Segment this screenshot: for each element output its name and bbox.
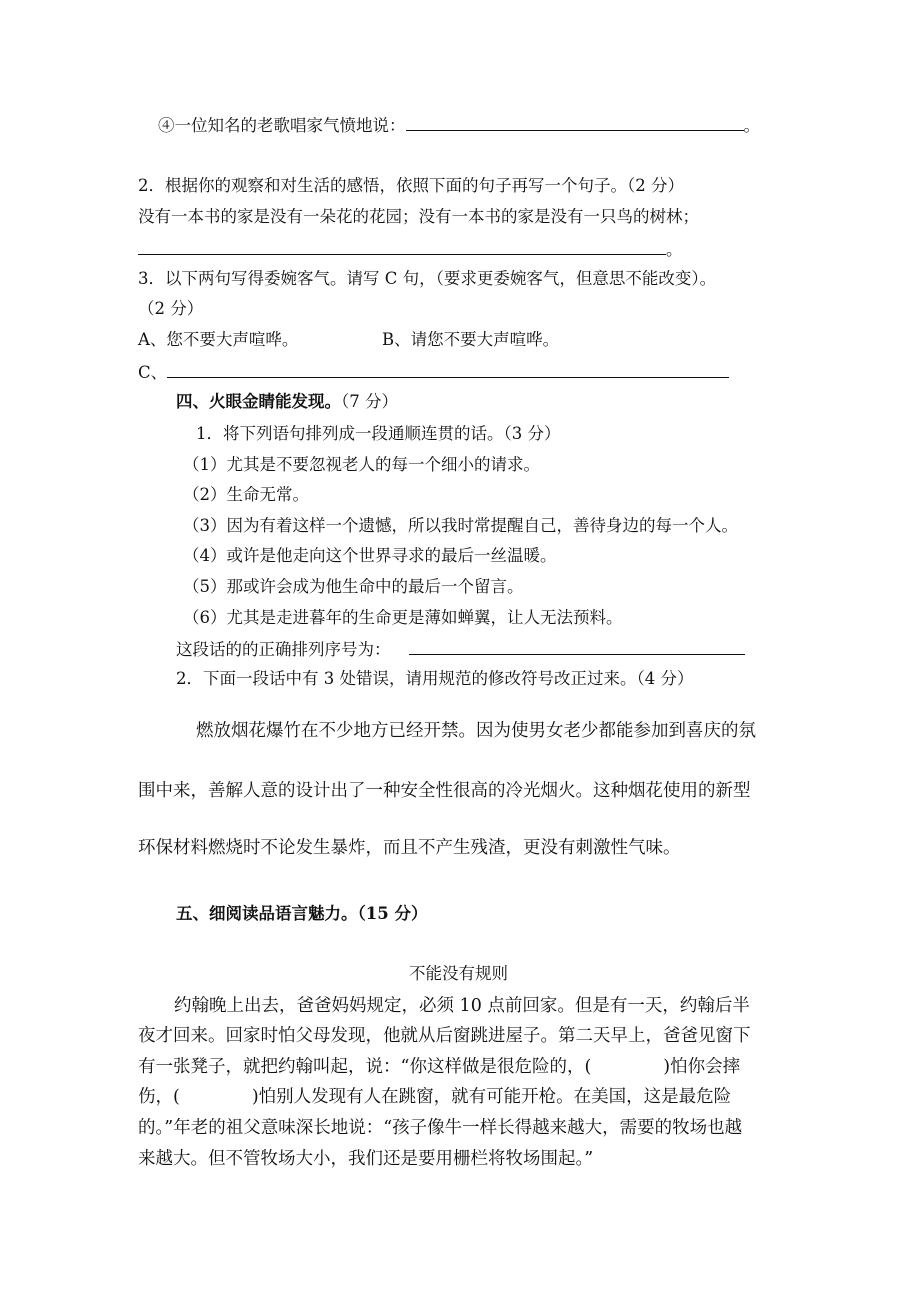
section4-q1-title: 1．将下列语句排列成一段通顺连贯的话。（3 分） bbox=[196, 424, 561, 443]
passage-line: 环保材料燃烧时不论发生暴炸，而且不产生残渣，更没有刺激性气味。 bbox=[138, 838, 681, 858]
q2-title: 2．根据你的观察和对生活的感悟，依照下面的句子再写一个句子。（2 分） bbox=[138, 176, 684, 195]
story-line-4 bbox=[138, 1086, 731, 1108]
story-line-3 bbox=[138, 1056, 740, 1078]
q3-option-c-blank[interactable] bbox=[167, 360, 729, 378]
story-line: 约翰晚上出去，爸爸妈妈规定，必须 10 点前回家。但是有一天，约翰后半 bbox=[174, 996, 750, 1016]
story-line-3-end: )怕你会摔 bbox=[663, 1057, 741, 1077]
order-answer-blank[interactable] bbox=[409, 637, 745, 655]
list-item: （4）或许是他走向这个世界寻求的最后一丝温暖。 bbox=[183, 546, 557, 565]
section5-heading: 五、细阅读品语言魅力。（15 分） bbox=[176, 904, 428, 923]
story-line-3-text: 有一张凳子，就把约翰叫起，说：“你这样做是很危险的，( bbox=[138, 1057, 592, 1077]
q3-score: （2 分） bbox=[138, 299, 204, 318]
list-item: （5）那或许会成为他生命中的最后一个留言。 bbox=[183, 577, 524, 596]
order-label: 这段话的的正确排列序号为： bbox=[176, 640, 391, 659]
passage-line: 围中来，善解人意的设计出了一种安全性很高的冷光烟火。这种烟花使用的新型 bbox=[138, 781, 751, 801]
q2-end: 。 bbox=[666, 240, 683, 259]
list-item: （3）因为有着这样一个遗憾，所以我时常提醒自己，善待身边的每一个人。 bbox=[183, 516, 738, 535]
list-item: （1）尤其是不要忽视老人的每一个细小的请求。 bbox=[183, 455, 540, 474]
section4-q2-title: 2．下面一段话中有 3 处错误，请用规范的修改符号改正过来。（4 分） bbox=[176, 669, 694, 688]
story-line-4-text: )怕别人发现有人在跳窗，就有可能开枪。在美国，这是最危险 bbox=[251, 1087, 732, 1107]
passage-line: 燃放烟花爆竹在不少地方已经开禁。因为使男女老少都能参加到喜庆的氛 bbox=[196, 721, 756, 741]
section4-score: （7 分） bbox=[341, 392, 398, 411]
q3-option-c-line bbox=[138, 360, 729, 384]
list-item: （2）生命无常。 bbox=[183, 485, 309, 504]
q1-item4-answer-blank[interactable] bbox=[406, 113, 744, 131]
q2-answer-blank[interactable] bbox=[138, 237, 666, 255]
story-title: 不能没有规则 bbox=[409, 964, 508, 983]
story-line: 的。”年老的祖父意味深长地说：“孩子像牛一样长得越来越大，需要的牧场也越 bbox=[138, 1118, 743, 1138]
section4-heading-line bbox=[176, 391, 398, 413]
list-item: （6）尤其是走进暮年的生命更是薄如蝉翼，让人无法预料。 bbox=[183, 608, 623, 627]
story-line: 来越大。但不管牧场大小，我们还是要用栅栏将牧场围起。” bbox=[138, 1149, 594, 1169]
q1-item4-line bbox=[158, 113, 760, 137]
q1-item4-label: ④一位知名的老歌唱家气愤地说： bbox=[158, 116, 406, 135]
story-line: 夜才回来。回家时怕父母发现，他就从后窗跳进屋子。第二天早上，爸爸见窗下 bbox=[138, 1026, 751, 1046]
story-line-4-start: 伤，( bbox=[138, 1087, 180, 1107]
q3-option-b: B、请您不要大声喧哗。 bbox=[382, 330, 560, 349]
q1-item4-end: 。 bbox=[743, 116, 760, 135]
q2-answer-line bbox=[138, 237, 683, 261]
order-line bbox=[176, 637, 745, 661]
q3-title: 3．以下两句写得委婉客气。请写 C 句，（要求更委婉客气，但意思不能改变）。 bbox=[138, 269, 717, 288]
q3-option-c-label: C、 bbox=[138, 363, 168, 382]
q2-example: 没有一本书的家是没有一朵花的花园；没有一本书的家是没有一只鸟的树林； bbox=[138, 207, 699, 226]
q3-option-a: A、您不要大声喧哗。 bbox=[138, 330, 299, 349]
section4-heading: 四、火眼金睛能发现。 bbox=[176, 392, 341, 411]
